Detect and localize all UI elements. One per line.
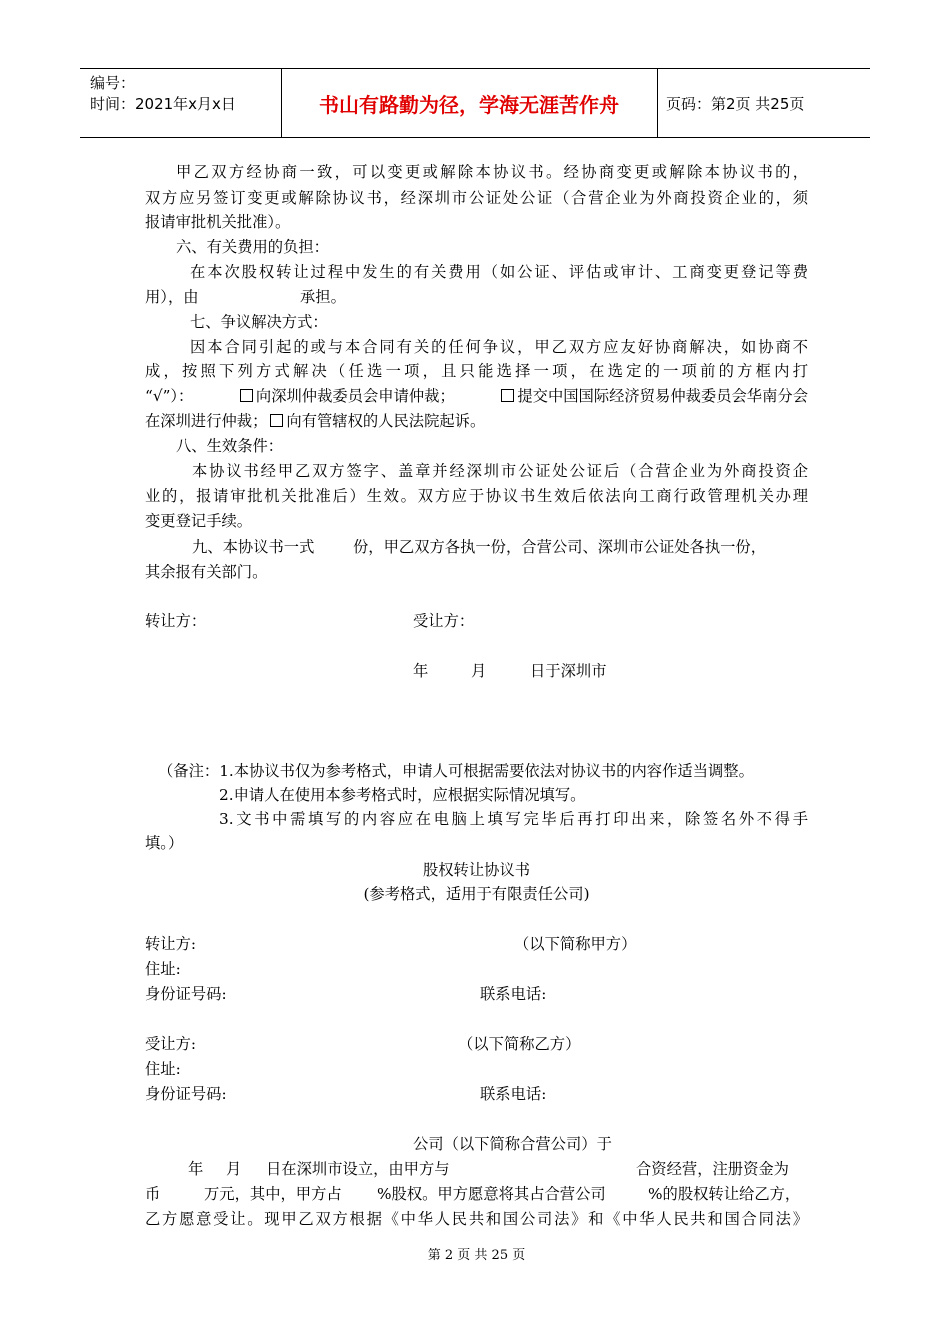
choice-label: 在深圳进行仲裁； bbox=[145, 412, 268, 430]
choice-intro: “√”）： bbox=[145, 387, 194, 405]
blank-month: 月 bbox=[226, 1160, 242, 1178]
para-line: 甲乙双方经协商一致，可以变更或解除本协议书。经协商变更或解除本协议书的， bbox=[176, 163, 808, 181]
para-line: 份，甲乙双方各执一份，合营公司、深圳市公证处各执一份， bbox=[353, 538, 767, 556]
para-line: %股权。甲方愿意将其占合营公司 bbox=[377, 1185, 606, 1203]
checkbox-icon bbox=[270, 414, 283, 427]
signature-transferor: 转让方： bbox=[145, 612, 207, 630]
date-month: 月 bbox=[471, 662, 487, 680]
field-address: 住址: bbox=[145, 1060, 181, 1078]
para-line: 公司（以下简称合营公司）于 bbox=[413, 1135, 612, 1153]
para-line: 变更登记手续。 bbox=[145, 512, 253, 530]
blank-year: 年 bbox=[188, 1160, 204, 1178]
checkbox-icon bbox=[240, 389, 253, 402]
header-meta bbox=[90, 73, 236, 115]
section-title: 六、有关费用的负担： bbox=[176, 238, 329, 256]
doc-title: 股权转让协议书 bbox=[422, 861, 531, 879]
para-line: 万元，其中，甲方占 bbox=[204, 1185, 342, 1203]
page-header bbox=[80, 68, 870, 138]
field-abbr-b: （以下简称乙方） bbox=[458, 1035, 581, 1053]
note-line: （备注：1.本协议书仅为参考格式，申请人可根据需要依法对协议书的内容作适当调整。 bbox=[158, 762, 754, 780]
page-footer: 第 2 页 共 25 页 bbox=[427, 1248, 526, 1263]
field-phone: 联系电话: bbox=[480, 985, 547, 1003]
note-line: 2.申请人在使用本参考格式时，应根据实际情况填写。 bbox=[219, 786, 586, 804]
choice-option-1 bbox=[237, 385, 455, 407]
para-line: 乙方愿意受让。现甲乙双方根据《中华人民共和国公司法》和《中华人民共和国合同法》 bbox=[145, 1210, 808, 1228]
note-line: 填。） bbox=[145, 834, 184, 852]
para-line: 合资经营，注册资金为 bbox=[636, 1160, 789, 1178]
para-line: 承担。 bbox=[300, 288, 346, 306]
para-line: 用），由 bbox=[145, 288, 199, 306]
para-line: 九、本协议书一式 bbox=[192, 538, 315, 556]
para-line: 其余报有关部门。 bbox=[145, 563, 268, 581]
section-title: 七、争议解决方式： bbox=[190, 313, 328, 331]
section-title: 八、生效条件： bbox=[176, 437, 284, 455]
field-phone: 联系电话: bbox=[480, 1085, 547, 1103]
field-address: 住址: bbox=[145, 960, 181, 978]
para-line: 币 bbox=[145, 1185, 161, 1203]
doc-subtitle: (参考格式，适用于有限责任公司) bbox=[363, 885, 590, 903]
note-line: 3.文书中需填写的内容应在电脑上填写完毕后再打印出来，除签名外不得手 bbox=[219, 810, 808, 828]
date-line: 时间：2021年x月x日 bbox=[90, 95, 236, 113]
para-line: 双方应另签订变更或解除协议书，经深圳市公证处公证（合营企业为外商投资企业的，须 bbox=[145, 189, 808, 207]
date-day: 日于深圳市 bbox=[530, 662, 607, 680]
choice-label: 向有管辖权的人民法院起诉。 bbox=[286, 412, 486, 430]
para-line bbox=[145, 385, 808, 407]
para-line: 本协议书经甲乙双方签字、盖章并经深圳市公证处公证后（合营企业为外商投资企 bbox=[192, 462, 808, 480]
signature-transferee: 受让方： bbox=[413, 612, 475, 630]
para-line: 业的，报请审批机关批准后）生效。双方应于协议书生效后依法向工商行政管理机关办理 bbox=[145, 487, 808, 505]
field-id-number: 身份证号码: bbox=[145, 1085, 227, 1103]
choice-label: 提交中国国际经济贸易仲裁委员会华南分会 bbox=[517, 387, 808, 405]
header-divider bbox=[657, 69, 658, 137]
para-line: 报请审批机关批准）。 bbox=[145, 213, 291, 231]
para-line: 日在深圳市设立，由甲方与 bbox=[266, 1160, 450, 1178]
para-line: 成，按照下列方式解决（任选一项，且只能选择一项，在选定的一项前的方框内打 bbox=[145, 362, 808, 380]
serial-label: 编号： bbox=[90, 74, 136, 92]
para-line: 在本次股权转让过程中发生的有关费用（如公证、评估或审计、工商变更登记等费 bbox=[190, 263, 808, 281]
field-transferor: 转让方: bbox=[145, 935, 197, 953]
page-info: 页码：第2页 共25页 bbox=[666, 94, 805, 113]
date-year: 年 bbox=[413, 662, 429, 680]
checkbox-icon bbox=[501, 389, 514, 402]
choice-label: 向深圳仲裁委员会申请仲裁； bbox=[255, 387, 455, 405]
field-abbr-a: （以下简称甲方） bbox=[514, 935, 637, 953]
motto: 书山有路勤为径，学海无涯苦作舟 bbox=[319, 92, 619, 117]
para-line bbox=[145, 410, 485, 432]
para-line: 因本合同引起的或与本合同有关的任何争议，甲乙双方应友好协商解决，如协商不 bbox=[190, 338, 808, 356]
choice-option-3 bbox=[267, 412, 485, 430]
para-line: %的股权转让给乙方， bbox=[648, 1185, 801, 1203]
field-transferee: 受让方: bbox=[145, 1035, 197, 1053]
choice-option-2 bbox=[498, 385, 808, 407]
field-id-number: 身份证号码: bbox=[145, 985, 227, 1003]
